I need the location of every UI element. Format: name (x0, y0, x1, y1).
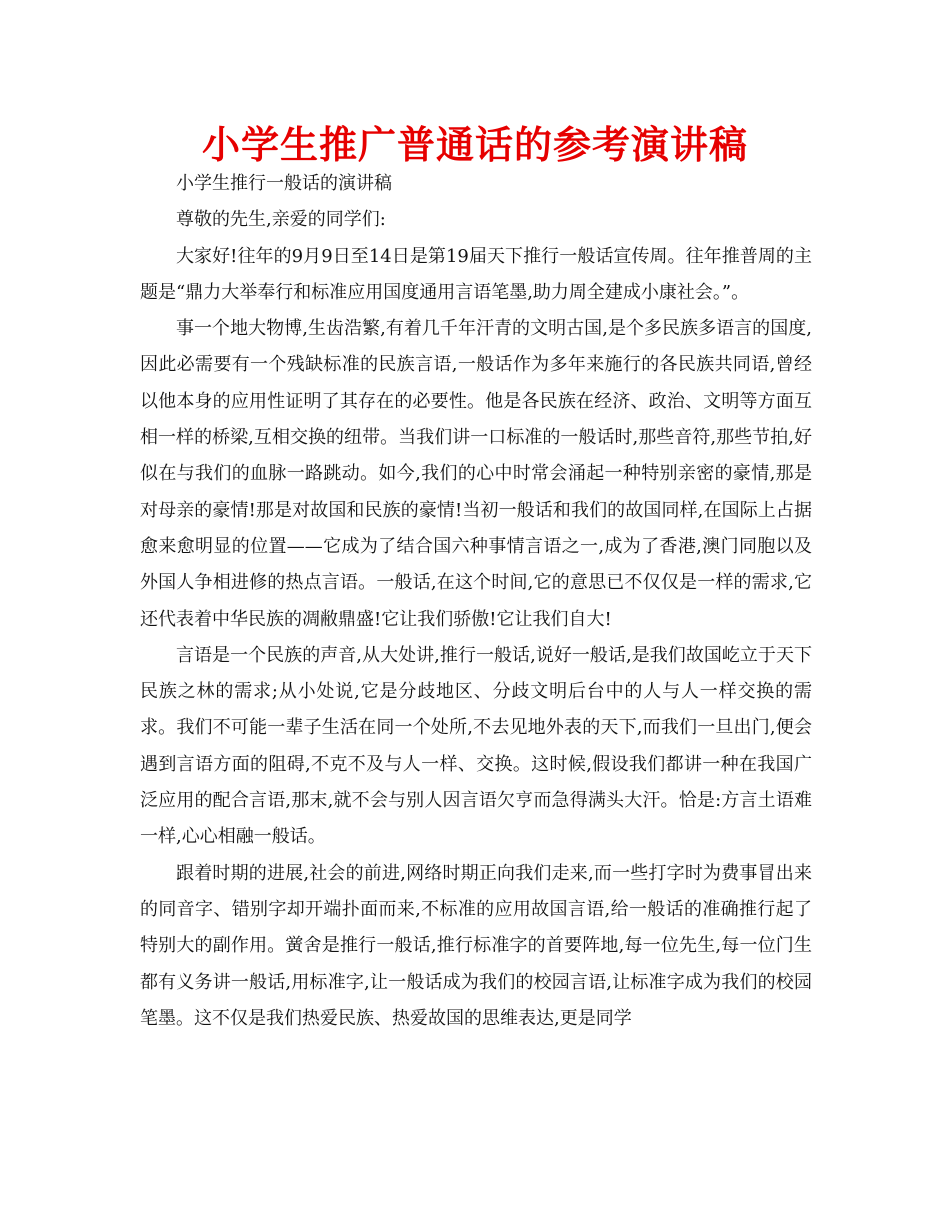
document-subtitle: 小学生推行一般话的演讲稿 (176, 173, 392, 194)
paragraph: 跟着时期的进展,社会的前进,网络时期正向我们走来,而一些打字时为费事冒出来的同音字、错别字却开端扑面而来,不标准的应用故国言语,给一般话的准确推行起了特别大的副作用。黉舍是推行一般话,推行标准字的首要阵地,每一位先生,每一位门生都有义务讲一般话,用标准字,让一般话成为我们的校园言语,让标准字成为我们的校园笔墨。这不仅是我们热爱民族、热爱故国的思维表达,更是同学 (140, 862, 812, 1029)
paragraph: 言语是一个民族的声音,从大处讲,推行一般话,说好一般话,是我们故国屹立于天下民族之林的需求;从小处说,它是分歧地区、分歧文明后台中的人与人一样交换的需求。我们不可能一辈子生活在同一个处所,不去见地外表的天下,而我们一旦出门,便会遇到言语方面的阻碍,不克不及与人一样、交换。这时候,假设我们都讲一种在我国广泛应用的配合言语,那末,就不会与别人因言语欠亨而急得满头大汗。恰是:方言土语难一样,心心相融一般话。 (140, 644, 812, 848)
paragraph: 大家好!往年的9月9日至14日是第19届天下推行一般话宣传周。往年推普周的主题是“鼎力大举奉行和标准应用国度通用言语笔墨,助力周全建成小康社会。”。 (140, 245, 812, 303)
document-body (140, 166, 812, 1037)
salutation: 尊敬的先生,亲爱的同学们: (176, 209, 386, 231)
document-title: 小学生推广普通话的参考演讲稿 (201, 123, 748, 167)
paragraph: 事一个地大物博,生齿浩繁,有着几千年汗青的文明古国,是个多民族多语言的国度,因此必需要有一个残缺标准的民族言语,一般话作为多年来施行的各民族共同语,曾经以他本身的应用性证明了其存在的必要性。他是各民族在经济、政治、文明等方面互相一样的桥梁,互相交换的纽带。当我们讲一口标准的一般话时,那些音符,那些节拍,好似在与我们的血脉一路跳动。如今,我们的心中时常会涌起一种特别亲密的豪情,那是对母亲的豪情!那是对故国和民族的豪情!当初一般话和我们的故国同样,在国际上占据愈来愈明显的位置——它成为了结合国六种事情言语之一,成为了香港,澳门同胞以及外国人争相进修的热点言语。一般话,在这个时间,它的意思已不仅仅是一样的需求,它还代表着中华民族的凋敝鼎盛!它让我们骄傲!它让我们自大! (140, 318, 812, 630)
